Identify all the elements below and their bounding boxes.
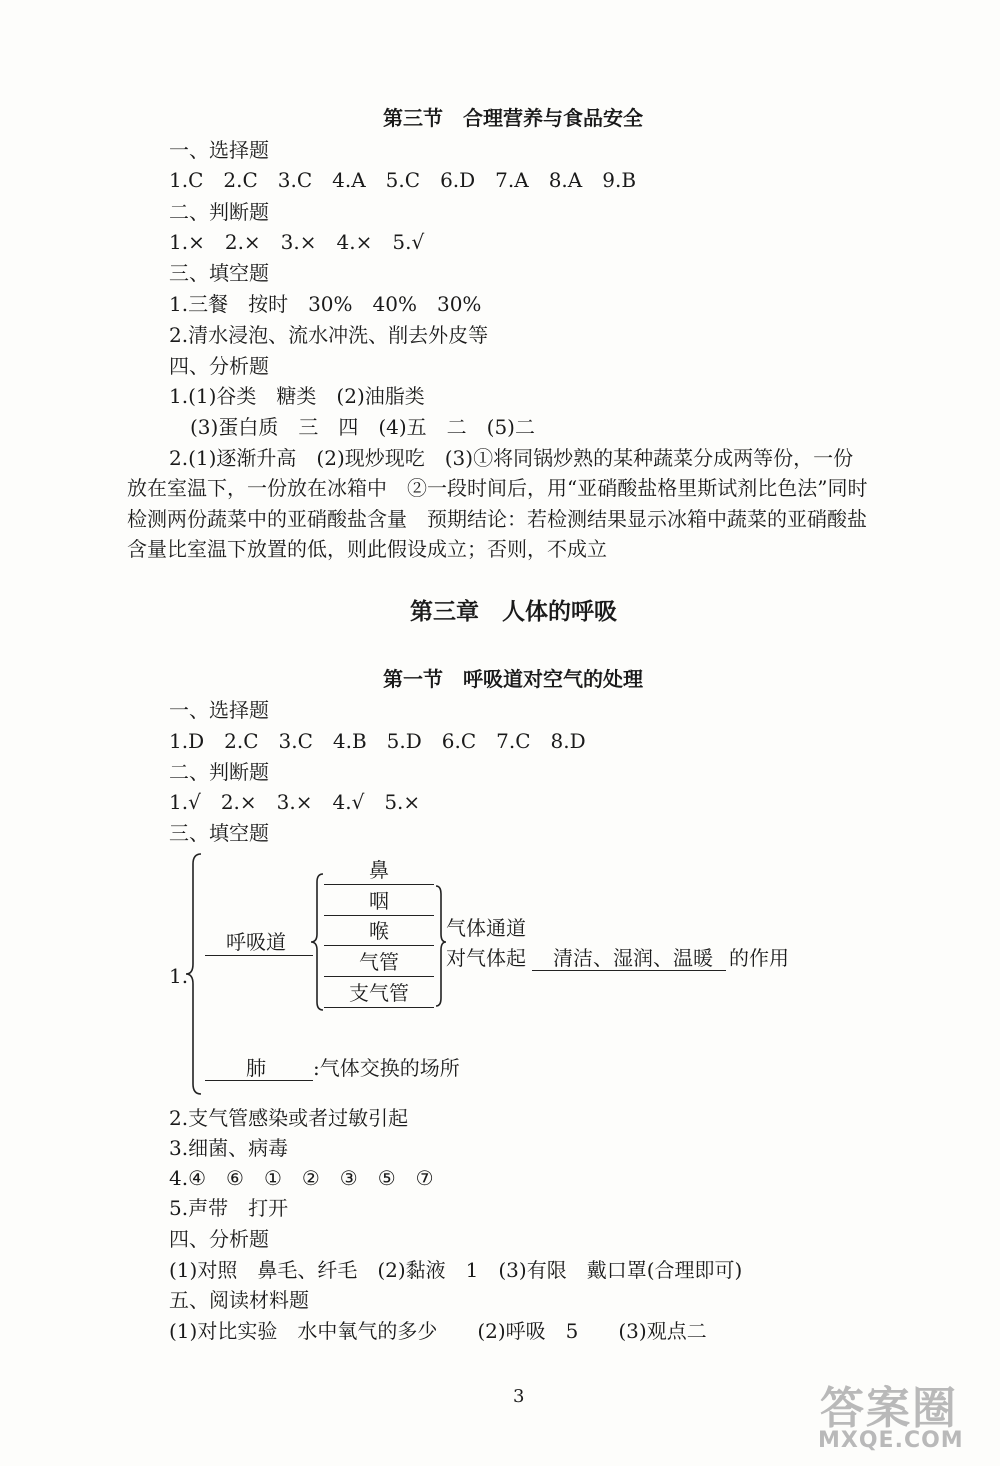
part-underline — [324, 884, 434, 885]
effect-underline — [532, 970, 726, 971]
question-heading: 二、判断题 — [169, 760, 269, 784]
section-title: 第三节 合理营养与食品安全 — [383, 106, 643, 130]
lung-underline — [205, 1080, 313, 1081]
answer-line: 2.(1)逐渐升高 (2)现炒现吃 (3)①将同锅炒熟的某种蔬菜分成两等份，一份 — [169, 446, 854, 470]
answer-line: 1.三餐 按时 30% 40% 30% — [169, 292, 482, 316]
answer-line: (1)对比实验 水中氧气的多少 (2)呼吸 5 (3)观点二 — [169, 1319, 707, 1343]
answer-line: 4.④ ⑥ ① ② ③ ⑤ ⑦ — [169, 1166, 434, 1190]
page-number: 3 — [513, 1386, 525, 1407]
part-pharynx: 咽 — [369, 889, 389, 913]
answer-line: 1.D 2.C 3.C 4.B 5.D 6.C 7.C 8.D — [169, 729, 586, 753]
answer-line: (3)蛋白质 三 四 (4)五 二 (5)二 — [190, 415, 535, 439]
item-number: 1. — [169, 964, 189, 988]
answer-line: 5.声带 打开 — [169, 1196, 289, 1220]
question-heading: 四、分析题 — [169, 354, 269, 378]
part-trachea: 气管 — [359, 950, 399, 974]
part-underline — [324, 915, 434, 916]
answer-line: 2.清水浸泡、流水冲洗、削去外皮等 — [169, 323, 489, 347]
effect-answer: 清洁、湿润、温暖 — [553, 946, 713, 970]
tract-label: 呼吸道 — [226, 930, 286, 954]
answer-line: 放在室温下，一份放在冰箱中 ②一段时间后，用“亚硝酸盐格里斯试剂比色法”同时 — [127, 476, 868, 500]
part-nose: 鼻 — [369, 858, 389, 882]
answer-line: 检测两份蔬菜中的亚硝酸盐含量 预期结论：若检测结果显示冰箱中蔬菜的亚硝酸盐 — [127, 507, 867, 531]
part-larynx: 喉 — [369, 919, 389, 943]
part-underline — [324, 945, 434, 946]
question-heading: 三、填空题 — [169, 821, 269, 845]
passage-label: 气体通道 — [446, 916, 526, 940]
answer-line: 3.细菌、病毒 — [169, 1136, 289, 1160]
section-title: 第一节 呼吸道对空气的处理 — [383, 667, 643, 691]
answer-line: 1.× 2.× 3.× 4.× 5.√ — [169, 230, 425, 254]
watermark-url: MXQE.COM — [818, 1428, 964, 1453]
inner-brace — [309, 872, 325, 1012]
answer-line: 1.C 2.C 3.C 4.A 5.C 6.D 7.A 8.A 9.B — [169, 168, 637, 192]
answer-line: 含量比室温下放置的低，则此假设成立；否则，不成立 — [127, 537, 607, 561]
question-heading: 三、填空题 — [169, 261, 269, 285]
part-bronchus: 支气管 — [349, 981, 409, 1005]
answer-line: (1)对照 鼻毛、纤毛 (2)黏液 1 (3)有限 戴口罩(合理即可) — [169, 1258, 743, 1282]
question-heading: 一、选择题 — [169, 138, 269, 162]
lung-description: :气体交换的场所 — [313, 1056, 460, 1080]
watermark-logo: 答案圈 — [820, 1383, 958, 1434]
effect-suffix: 的作用 — [729, 946, 789, 970]
question-heading: 五、阅读材料题 — [169, 1288, 309, 1312]
part-underline — [324, 976, 434, 977]
answer-line: 1.(1)谷类 糖类 (2)油脂类 — [169, 384, 425, 408]
lung-label: 肺 — [246, 1056, 266, 1080]
effect-prefix: 对气体起 — [446, 946, 526, 970]
question-heading: 二、判断题 — [169, 200, 269, 224]
chapter-title: 第三章 人体的呼吸 — [410, 599, 617, 625]
tract-underline — [205, 955, 313, 956]
question-heading: 一、选择题 — [169, 698, 269, 722]
answer-line: 2.支气管感染或者过敏引起 — [169, 1106, 409, 1130]
answer-line: 1.√ 2.× 3.× 4.√ 5.× — [169, 790, 421, 814]
question-heading: 四、分析题 — [169, 1227, 269, 1251]
part-underline — [324, 1007, 434, 1008]
